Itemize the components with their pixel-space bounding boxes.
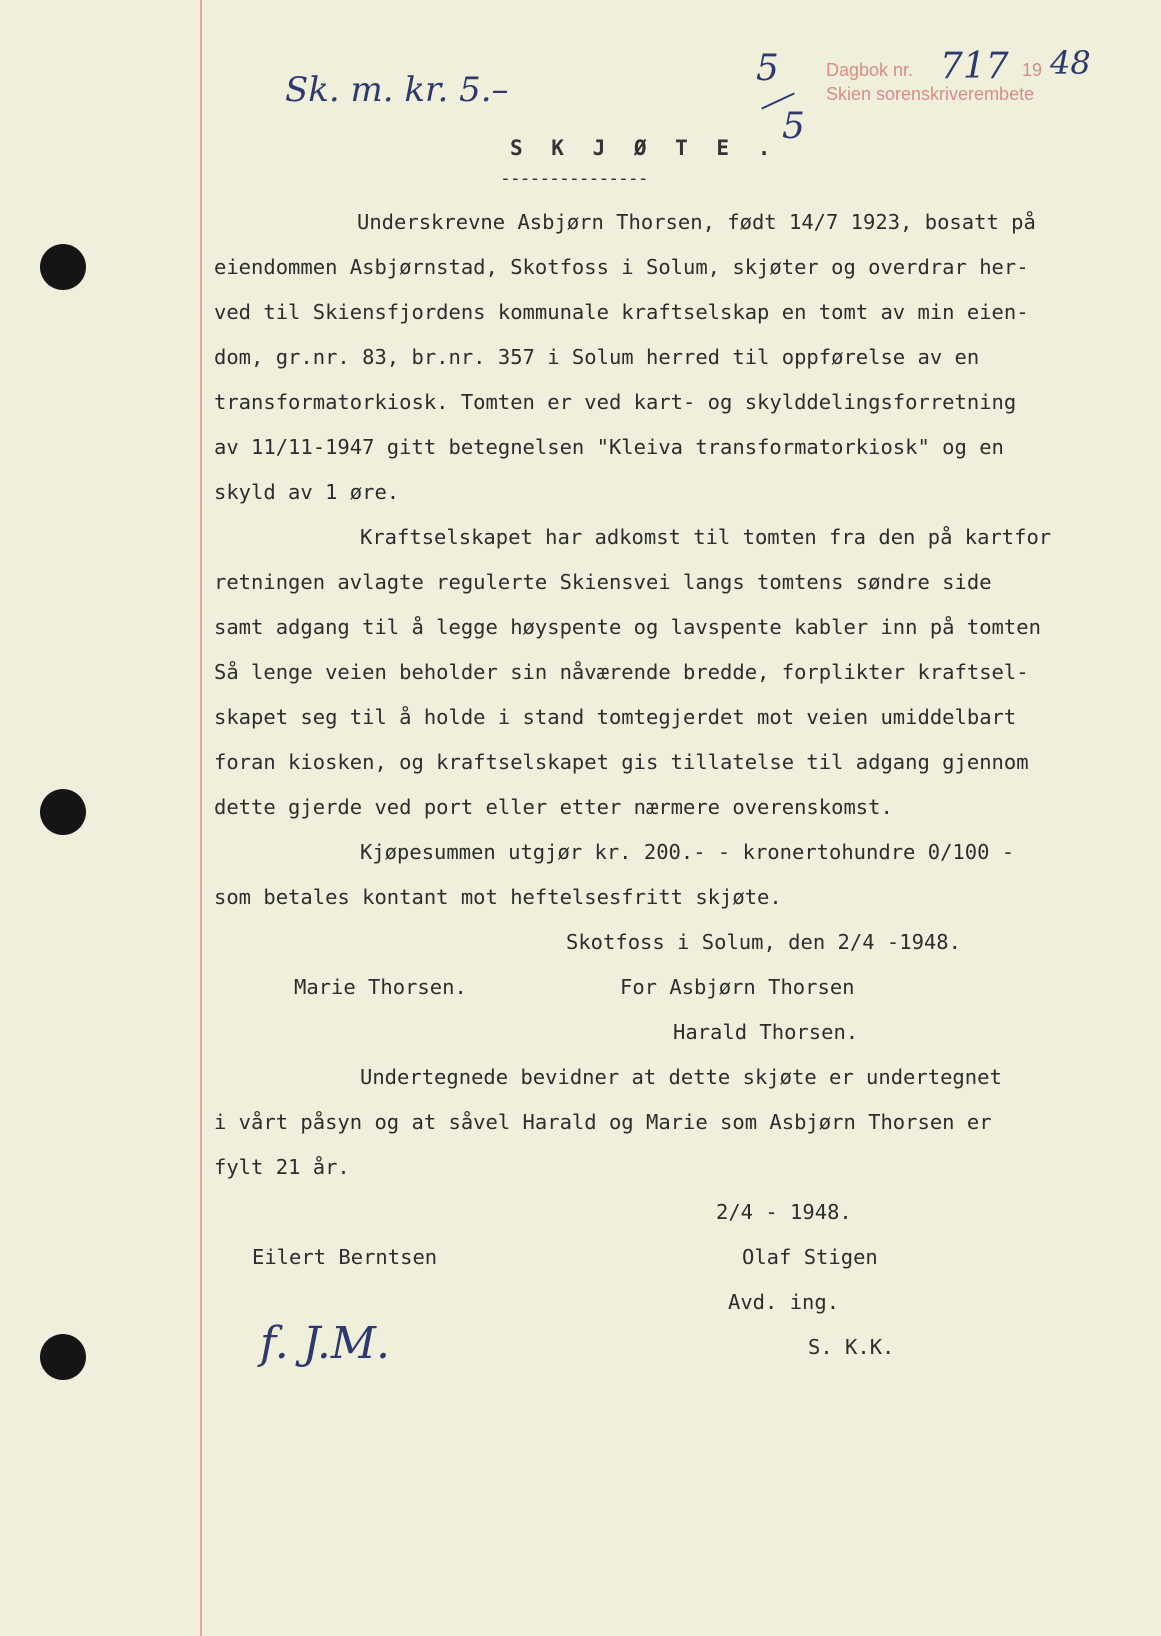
text-line: Underskrevne Asbjørn Thorsen, født 14/7 1923, bosatt på bbox=[357, 210, 1036, 234]
text-line: fylt 21 år. bbox=[214, 1155, 350, 1179]
witness-date: 2/4 - 1948. bbox=[716, 1200, 852, 1224]
margin-line bbox=[200, 0, 202, 1636]
text-line: dette gjerde ved port eller etter nærmere overenskomst. bbox=[214, 795, 893, 819]
witness-title: Avd. ing. bbox=[728, 1290, 840, 1314]
text-line: i vårt påsyn og at såvel Harald og Marie som Asbjørn Thorsen er bbox=[214, 1110, 992, 1134]
text-line: som betales kontant mot heftelsesfritt skjøte. bbox=[214, 885, 782, 909]
text-line: samt adgang til å legge høyspente og lavspente kabler inn på tomten bbox=[214, 615, 1041, 639]
text-line: av 11/11-1947 gitt betegnelsen "Kleiva transformatorkiosk" og en bbox=[214, 435, 1004, 459]
title-underline: --------------- bbox=[500, 168, 648, 189]
text-line: transformatorkiosk. Tomten er ved kart- og skylddelingsforretning bbox=[214, 390, 1017, 414]
punch-hole-top bbox=[40, 244, 86, 290]
stamp-year-suffix: 48 bbox=[1050, 44, 1091, 82]
text-line: retningen avlagte regulerte Skiensvei langs tomtens søndre side bbox=[214, 570, 992, 594]
text-line: Undertegnede bevidner at dette skjøte er undertegnet bbox=[360, 1065, 1002, 1089]
stamp-number: 717 bbox=[940, 46, 1009, 87]
stamp-office: Skien sorenskriverembete bbox=[826, 84, 1035, 104]
text-line: dom, gr.nr. 83, br.nr. 357 i Solum herred til oppførelse av en bbox=[214, 345, 980, 369]
witness-olaf: Olaf Stigen bbox=[742, 1245, 878, 1269]
document-title: S K J Ø T E . bbox=[510, 136, 779, 160]
signature-harald: Harald Thorsen. bbox=[673, 1020, 859, 1044]
handwritten-initials: f. J.M. bbox=[260, 1318, 390, 1369]
text-line: foran kiosken, og kraftselskapet gis tillatelse til adgang gjennom bbox=[214, 750, 1029, 774]
text-line: ved til Skiensfjordens kommunale kraftselskap en tomt av min eien- bbox=[214, 300, 1029, 324]
witness-eilert: Eilert Berntsen bbox=[252, 1245, 438, 1269]
text-line: eiendommen Asbjørnstad, Skotfoss i Solum, skjøter og overdrar her- bbox=[214, 255, 1029, 279]
stamp-fraction-top: 5 bbox=[756, 48, 779, 89]
stamp-fraction-bottom: 5 bbox=[782, 106, 805, 147]
signature-for-asbjorn: For Asbjørn Thorsen bbox=[620, 975, 855, 999]
signature-marie: Marie Thorsen. bbox=[294, 975, 467, 999]
stamp-dagbok-label: Dagbok nr. bbox=[826, 60, 914, 80]
text-line: Kjøpesummen utgjør kr. 200.- - kronertohundre 0/100 - bbox=[360, 840, 1015, 864]
punch-hole-bottom bbox=[40, 1334, 86, 1380]
text-line: skyld av 1 øre. bbox=[214, 480, 400, 504]
witness-org: S. K.K. bbox=[808, 1335, 895, 1359]
text-line: Så lenge veien beholder sin nåværende bredde, forplikter kraftsel- bbox=[214, 660, 1029, 684]
punch-hole-middle bbox=[40, 789, 86, 835]
text-line: skapet seg til å holde i stand tomtegjerdet mot veien umiddelbart bbox=[214, 705, 1017, 729]
margin-note: Sk. m. kr. 5.– bbox=[285, 70, 509, 110]
stamp-year-prefix: 19 bbox=[1022, 60, 1043, 80]
text-line: Kraftselskapet har adkomst til tomten fra den på kartfor bbox=[360, 525, 1052, 549]
place-date: Skotfoss i Solum, den 2/4 -1948. bbox=[566, 930, 961, 954]
